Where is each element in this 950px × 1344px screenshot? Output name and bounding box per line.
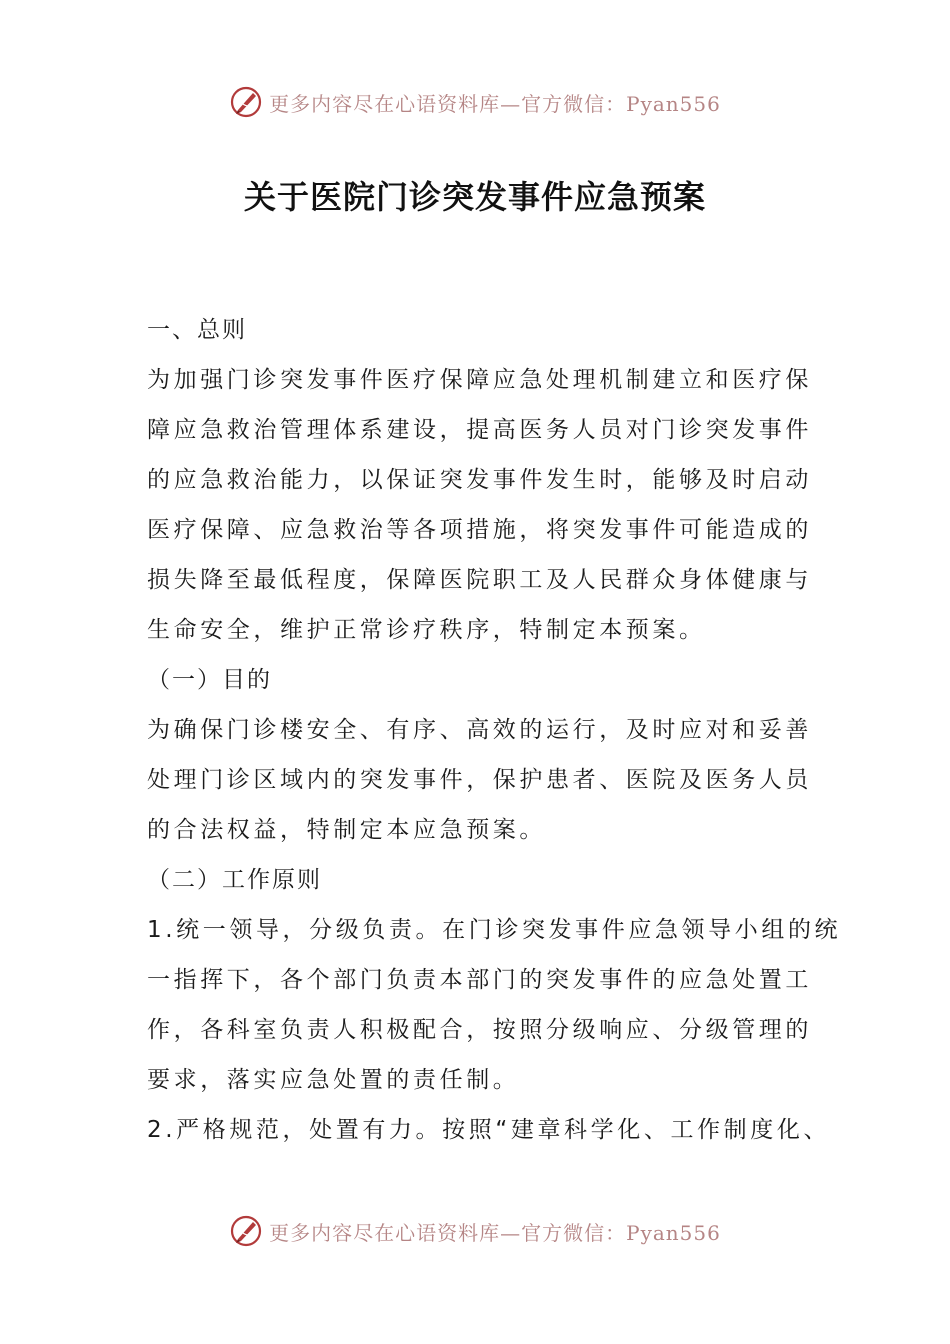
- paragraph-line: 作，各科室负责人积极配合，按照分级响应、分级管理的: [147, 1017, 812, 1043]
- paragraph-line: 为确保门诊楼安全、有序、高效的运行，及时应对和妥善: [147, 717, 812, 743]
- paragraph-line: 一指挥下，各个部门负责本部门的突发事件的应急处置工: [147, 967, 812, 993]
- paragraph-line: 要求，落实应急处置的责任制。: [147, 1067, 520, 1093]
- quill-pen-logo-icon: [229, 85, 263, 119]
- watermark-text: 更多内容尽在心语资料库—官方微信：Pyan556: [269, 91, 721, 116]
- document-title: 关于医院门诊突发事件应急预案: [243, 178, 706, 216]
- paragraph-line: 的应急救治能力，以保证突发事件发生时，能够及时启动: [147, 467, 812, 493]
- paragraph-line: 障应急救治管理体系建设，提高医务人员对门诊突发事件: [147, 417, 812, 443]
- paragraph-line: 2.严格规范，处置有力。按照“建章科学化、工作制度化、: [147, 1117, 831, 1143]
- section-heading-general: 一、总则: [147, 317, 247, 343]
- paragraph-line: 为加强门诊突发事件医疗保障应急处理机制建立和医疗保: [147, 367, 812, 393]
- paragraph-line: 损失降至最低程度，保障医院职工及人民群众身体健康与: [147, 567, 812, 593]
- paragraph-line: 处理门诊区域内的突发事件，保护患者、医院及医务人员: [147, 767, 812, 793]
- paragraph-line: 医疗保障、应急救治等各项措施，将突发事件可能造成的: [147, 517, 812, 543]
- quill-pen-logo-icon: [229, 1214, 263, 1248]
- subsection-heading-purpose: （一）目的: [147, 667, 272, 693]
- watermark-text: 更多内容尽在心语资料库—官方微信：Pyan556: [269, 1220, 721, 1245]
- paragraph-line: 1.统一领导，分级负责。在门诊突发事件应急领导小组的统: [147, 917, 842, 943]
- header-watermark-banner: [0, 82, 950, 122]
- paragraph-line: 生命安全，维护正常诊疗秩序，特制定本预案。: [147, 617, 706, 643]
- footer-watermark-banner: [0, 1211, 950, 1251]
- paragraph-line: 的合法权益，特制定本应急预案。: [147, 817, 546, 843]
- document-body: [147, 305, 842, 1155]
- subsection-heading-principles: （二）工作原则: [147, 867, 322, 893]
